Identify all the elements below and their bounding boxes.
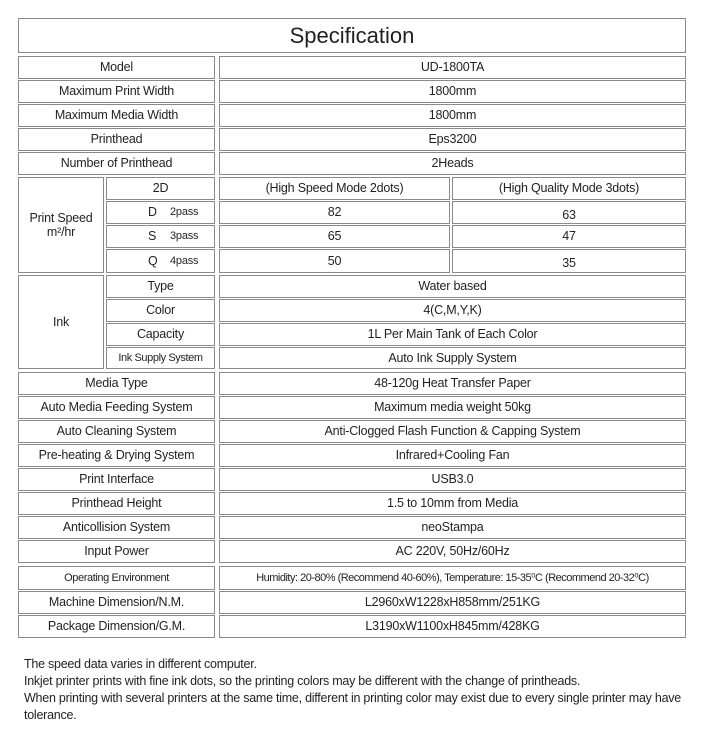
- print-interface-value: USB3.0: [219, 468, 686, 491]
- ink-capacity-label: Capacity: [106, 323, 215, 346]
- print-speed-label: [18, 177, 104, 273]
- max-media-width-value: 1800mm: [219, 104, 686, 127]
- ink-capacity-value: 1L Per Main Tank of Each Color: [219, 323, 686, 346]
- speed-row-s-label: [106, 225, 215, 248]
- operating-environment-label: Operating Environment: [18, 566, 215, 590]
- ink-color-label: Color: [106, 299, 215, 322]
- note-line: When printing with several printers at the same time, different in printing color may exist due to every single printer may have tolerance.: [24, 691, 681, 722]
- speed-row-s-high-speed: 65: [219, 225, 450, 248]
- note-line: Inkjet printer prints with fine ink dots, so the printing colors may be different with the change of printheads.: [24, 674, 581, 688]
- speed-row-pass: 3pass: [170, 230, 199, 243]
- auto-media-feeding-label: Auto Media Feeding System: [18, 396, 215, 419]
- print-interface-label: Print Interface: [18, 468, 215, 491]
- speed-row-q-label: [106, 249, 215, 273]
- number-of-printhead-label: Number of Printhead: [18, 152, 215, 175]
- printhead-height-value: 1.5 to 10mm from Media: [219, 492, 686, 515]
- number-of-printhead-value: 2Heads: [219, 152, 686, 175]
- spec-title: Specification: [18, 18, 686, 53]
- max-print-width-label: Maximum Print Width: [18, 80, 215, 103]
- media-type-label: Media Type: [18, 372, 215, 395]
- note-line: The speed data varies in different computer.: [24, 657, 257, 671]
- auto-cleaning-value: Anti-Clogged Flash Function & Capping System: [219, 420, 686, 443]
- machine-dimension-value: L2960xW1228xH858mm/251KG: [219, 591, 686, 614]
- input-power-label: Input Power: [18, 540, 215, 563]
- anticollision-label: Anticollision System: [18, 516, 215, 539]
- model-label: Model: [18, 56, 215, 79]
- auto-media-feeding-value: Maximum media weight 50kg: [219, 396, 686, 419]
- speed-row-letter: Q: [148, 253, 158, 268]
- high-quality-mode-header: (High Quality Mode 3dots): [452, 177, 686, 200]
- high-speed-mode-header: (High Speed Mode 2dots): [219, 177, 450, 200]
- printhead-height-label: Printhead Height: [18, 492, 215, 515]
- ink-type-label: Type: [106, 275, 215, 298]
- max-print-width-value: 1800mm: [219, 80, 686, 103]
- printhead-value: Eps3200: [219, 128, 686, 151]
- speed-row-d-label: [106, 201, 215, 224]
- ink-label: Ink: [18, 275, 104, 369]
- speed-row-q-high-quality: 35: [452, 249, 686, 273]
- ink-supply-system-value: Auto Ink Supply System: [219, 347, 686, 369]
- operating-environment-value: Humidity: 20-80% (Recommend 40-60%), Temperature: 15-35⁰C (Recommend 20-32⁰C): [219, 566, 686, 590]
- printhead-label: Printhead: [18, 128, 215, 151]
- print-speed-unit: m²/hr: [46, 225, 76, 239]
- input-power-value: AC 220V, 50Hz/60Hz: [219, 540, 686, 563]
- ink-type-value: Water based: [219, 275, 686, 298]
- notes: [24, 656, 694, 724]
- speed-row-d-high-quality: 63: [452, 201, 686, 224]
- max-media-width-label: Maximum Media Width: [18, 104, 215, 127]
- speed-row-pass: 2pass: [170, 206, 199, 219]
- ink-supply-system-label: Ink Supply System: [106, 347, 215, 369]
- machine-dimension-label: Machine Dimension/N.M.: [18, 591, 215, 614]
- print-speed-mode: 2D: [106, 177, 215, 200]
- preheating-drying-value: Infrared+Cooling Fan: [219, 444, 686, 467]
- print-speed-title: Print Speed: [29, 210, 93, 225]
- speed-row-q-high-speed: 50: [219, 249, 450, 273]
- package-dimension-label: Package Dimension/G.M.: [18, 615, 215, 638]
- auto-cleaning-label: Auto Cleaning System: [18, 420, 215, 443]
- speed-row-letter: D: [148, 205, 157, 220]
- preheating-drying-label: Pre-heating & Drying System: [18, 444, 215, 467]
- speed-row-s-high-quality: 47: [452, 225, 686, 248]
- ink-color-value: 4(C,M,Y,K): [219, 299, 686, 322]
- model-value: UD-1800TA: [219, 56, 686, 79]
- anticollision-value: neoStampa: [219, 516, 686, 539]
- speed-row-pass: 4pass: [170, 254, 199, 267]
- speed-row-letter: S: [148, 229, 157, 244]
- speed-row-d-high-speed: 82: [219, 201, 450, 224]
- media-type-value: 48-120g Heat Transfer Paper: [219, 372, 686, 395]
- package-dimension-value: L3190xW1100xH845mm/428KG: [219, 615, 686, 638]
